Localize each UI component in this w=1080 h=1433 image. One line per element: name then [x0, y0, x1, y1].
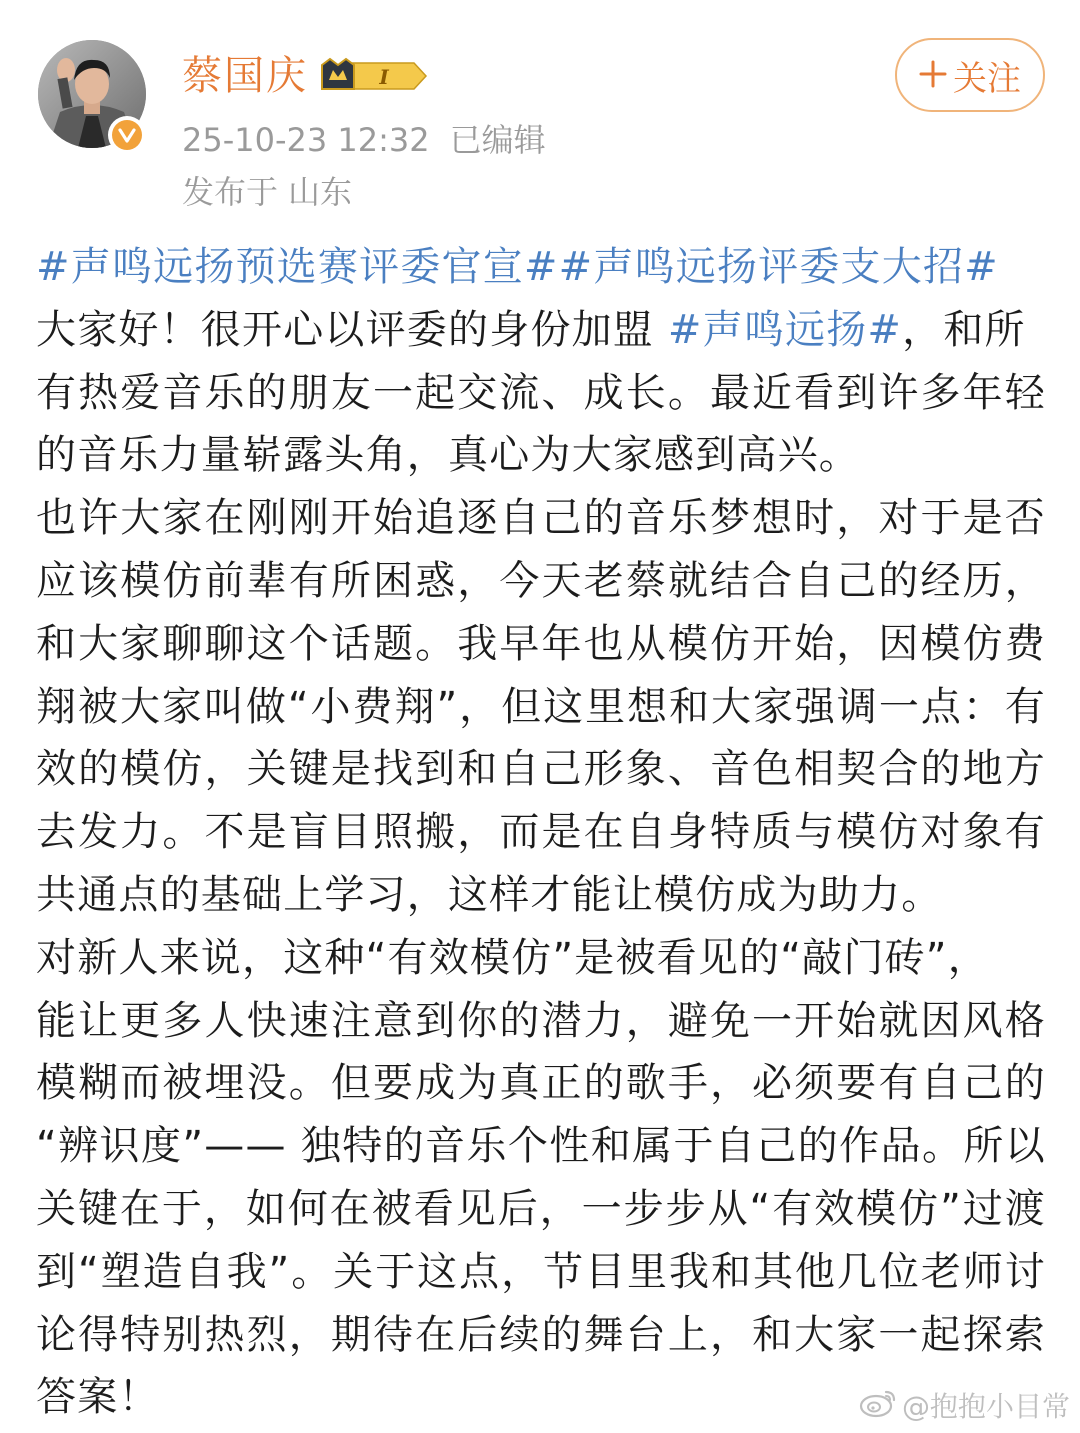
crown-rank-icon[interactable]	[318, 55, 428, 97]
text-line: 应该模仿前辈有所困惑，今天老蔡就结合自己的经历，	[36, 557, 1046, 604]
text-line: 效的模仿，关键是找到和自己形象、音色相契合的地方	[36, 746, 1046, 793]
text-line	[36, 299, 1046, 362]
watermark-text: @抱抱小目常	[901, 1390, 1070, 1423]
text-line: 答案！	[36, 1374, 160, 1421]
watermark	[858, 1383, 1070, 1427]
text-line: 模糊而被埋没。但要成为真正的歌手，必须要有自己的	[36, 1060, 1046, 1107]
verified-badge	[108, 116, 146, 154]
location: 山东	[288, 173, 353, 211]
text-line: 翔被大家叫做“小费翔”，但这里想和大家强调一点：有	[36, 683, 1046, 730]
text-line: 有热爱音乐的朋友一起交流、成长。最近看到许多年轻	[36, 369, 1046, 416]
text-line	[36, 236, 1046, 299]
text-line: 和大家聊聊这个话题。我早年也从模仿开始，因模仿费	[36, 620, 1046, 667]
text-line: “辨识度”—— 独特的音乐个性和属于自己的作品。所以	[36, 1123, 1046, 1170]
timestamp: 25-10-23 12:32	[182, 121, 430, 159]
hashtag-link[interactable]: #声鸣远扬预选赛评委官宣#	[36, 244, 559, 290]
follow-button[interactable]	[895, 38, 1045, 112]
text-line: 关键在于，如何在被看见后，一步步从“有效模仿”过渡	[36, 1185, 1046, 1232]
hashtag-link[interactable]: #声鸣远扬#	[667, 306, 903, 353]
text-line: 的音乐力量崭露头角，真心为大家感到高兴。	[36, 432, 860, 479]
text-line: 也许大家在刚刚开始追逐自己的音乐梦想时，对于是否	[36, 495, 1046, 542]
post-body	[36, 236, 1046, 1429]
post-meta-time	[182, 118, 546, 162]
weibo-logo-icon	[858, 1386, 898, 1425]
follow-label: 关注	[953, 58, 1021, 99]
text-line: 共通点的基础上学习，这样才能让模仿成为助力。	[36, 871, 943, 918]
text-segment: ，和所	[902, 306, 1026, 353]
post-meta-location	[182, 170, 352, 214]
text-line: 论得特别热烈，期待在后续的舞台上，和大家一起探索	[36, 1311, 1046, 1358]
verified-v-icon	[112, 120, 142, 150]
edited-label[interactable]: 已编辑	[449, 121, 546, 159]
text-line: 对新人来说，这种“有效模仿”是被看见的“敲门砖”，	[36, 934, 989, 981]
text-line: 去发力。不是盲目照搬，而是在自身特质与模仿对象有	[36, 809, 1046, 856]
hashtag-link[interactable]: #声鸣远扬评委支大招#	[558, 244, 999, 290]
author-name[interactable]: 蔡国庆	[182, 53, 308, 99]
post-header	[0, 0, 1080, 225]
text-segment: 大家好！很开心以评委的身份加盟	[36, 306, 668, 353]
location-prefix: 发布于	[182, 173, 279, 211]
rank-label: I	[379, 65, 389, 89]
text-line: 能让更多人快速注意到你的潜力，避免一开始就因风格	[36, 997, 1046, 1044]
text-line: 到“塑造自我”。关于这点，节目里我和其他几位老师讨	[36, 1248, 1046, 1295]
plus-icon	[919, 56, 947, 94]
